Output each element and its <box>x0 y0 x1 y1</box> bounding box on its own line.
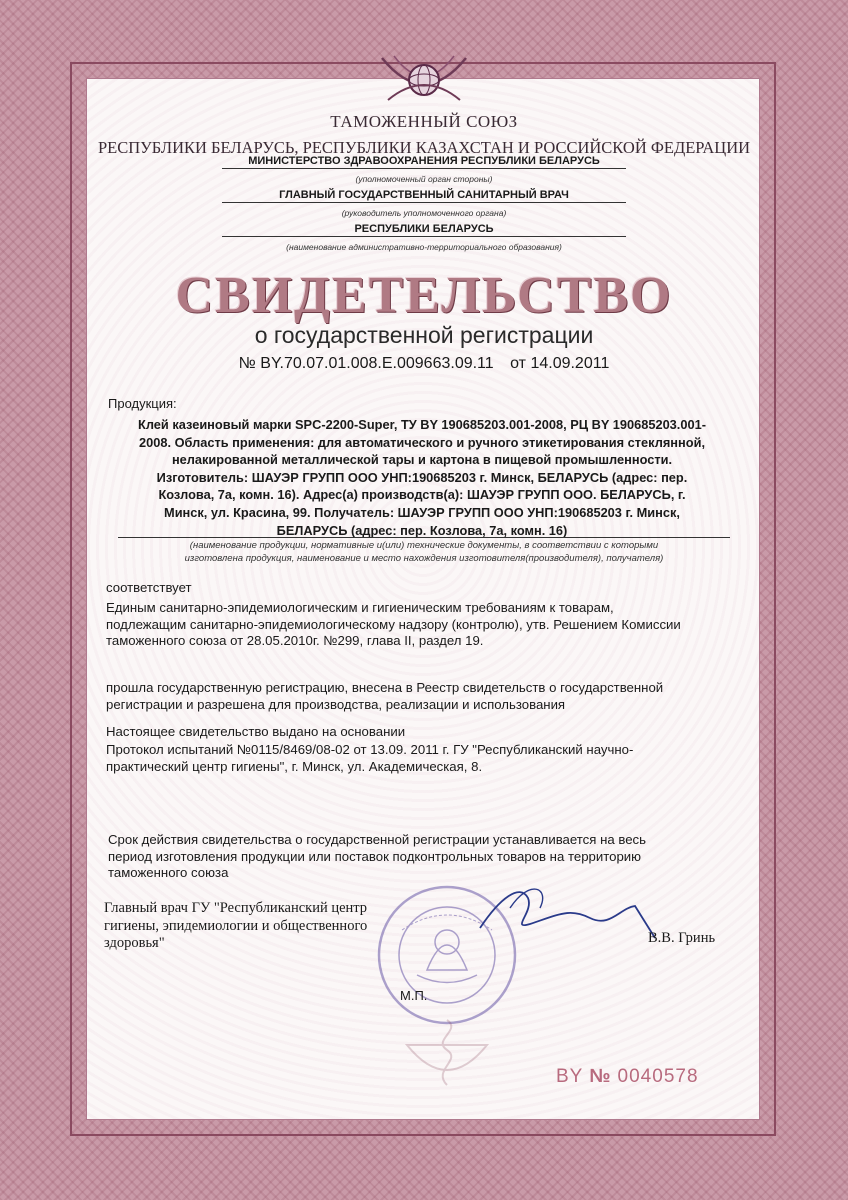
union-members: РЕСПУБЛИКИ БЕЛАРУСЬ, РЕСПУБЛИКИ КАЗАХСТАН И РОССИЙСКОЙ ФЕДЕРАЦИИ <box>97 138 751 157</box>
union-title: ТАМОЖЕННЫЙ СОЮЗ <box>330 112 518 131</box>
certificate-subtitle: о государственной регистрации <box>254 322 594 348</box>
handwritten-signature-icon <box>470 878 660 948</box>
product-caption-line: изготовлена продукция, наименование и место нахождения изготовителя(производителя), получателя) <box>184 552 664 564</box>
basis-line: практический центр гигиены", г. Минск, ул. Академическая, 8. <box>106 758 483 774</box>
signer-position-line: гигиены, эпидемиологии и общественного <box>104 917 368 934</box>
authority-organ: МИНИСТЕРСТВО ЗДРАВООХРАНЕНИЯ РЕСПУБЛИКИ БЕЛАРУСЬ <box>222 155 626 169</box>
product-line: Клей казеиновый марки SPC-2200-Super, ТУ BY 190685203.001-2008, РЦ BY 190685203.001- <box>138 417 706 432</box>
registration-text <box>106 680 736 713</box>
product-line: Минск, ул. Красина, 99. Получатель: ШАУЭР ГРУПП ООО УНП:190685203 г. Минск, <box>164 504 680 520</box>
product-caption-line: (наименование продукции, нормативные и(или) технические документы, в соответствии с которыми <box>189 540 659 551</box>
certificate-title: СВИДЕТЕЛЬСТВО <box>175 267 673 324</box>
certificate-number: № BY.70.07.01.008.E.009663.09.11 <box>238 355 494 372</box>
basis-label: Настоящее свидетельство выдано на основании <box>106 724 406 739</box>
conforms-line: Единым санитарно-эпидемиологическим и гигиеническим требованиям к товарам, <box>106 600 614 615</box>
product-line: Козлова, 7а, комн. 16). Адрес(а) производств(а): ШАУЭР ГРУПП ООО. БЕЛАРУСЬ, г. <box>158 487 686 503</box>
stamp-place-label: М.П. <box>400 988 428 1003</box>
product-line: Изготовитель: ШАУЭР ГРУПП ООО УНП:190685203 г. Минск, БЕЛАРУСЬ (адрес: пер. <box>156 469 688 485</box>
authority-territory-caption: (наименование административно-территориального образования) <box>286 242 562 252</box>
registration-line: прошла государственную регистрацию, внесена в Реестр свидетельств о государственной <box>106 680 664 695</box>
authority-head: ГЛАВНЫЙ ГОСУДАРСТВЕННЫЙ САНИТАРНЫЙ ВРАЧ <box>222 189 626 203</box>
conforms-line: таможенного союза от 28.05.2010г. №299, глава II, раздел 19. <box>106 633 484 649</box>
product-description <box>108 416 736 539</box>
conforms-text <box>106 600 736 650</box>
signer-position-line: здоровья" <box>104 935 165 951</box>
customs-union-emblem-icon <box>374 50 474 112</box>
validity-text <box>108 832 738 882</box>
product-line: БЕЛАРУСЬ (адрес: пер. Козлова, 7а, комн. 16) <box>276 522 568 538</box>
validity-line: период изготовления продукции или поставок подконтрольных товаров на территорию <box>108 848 642 864</box>
product-rule <box>118 537 730 538</box>
conforms-line: подлежащим санитарно-эпидемиологическому надзору (контролю), утв. Решением Комиссии <box>106 616 681 632</box>
signer-name: В.В. Гринь <box>648 930 716 946</box>
conforms-label: соответствует <box>106 580 192 595</box>
signer-position <box>104 900 404 953</box>
authority-head-caption: (руководитель уполномоченного органа) <box>341 208 507 218</box>
product-caption <box>110 540 738 565</box>
basis-line: Протокол испытаний №0115/8469/08-02 от 13.09. 2011 г. ГУ "Республиканский научно- <box>106 742 634 757</box>
product-label: Продукция: <box>108 396 177 411</box>
serial-value: 0040578 <box>617 1066 699 1087</box>
validity-line: таможенного союза <box>108 865 229 881</box>
certificate-date: от 14.09.2011 <box>510 355 610 372</box>
product-line: нелакированной металлической тары и картона в пищевой промышленности. <box>171 452 673 468</box>
certificate-number-line <box>0 355 848 373</box>
serial-no-label: № <box>589 1066 612 1087</box>
hygiene-emblem-icon <box>392 1010 502 1100</box>
registration-line: регистрации и разрешена для производства, реализации и использования <box>106 696 566 712</box>
serial-number <box>556 1066 699 1088</box>
product-line: 2008. Область применения: для автоматического и ручного этикетирования стеклянной, <box>139 434 705 450</box>
validity-line: Срок действия свидетельства о государственной регистрации устанавливается на весь <box>108 832 647 847</box>
serial-prefix: BY <box>556 1066 584 1087</box>
authority-territory: РЕСПУБЛИКИ БЕЛАРУСЬ <box>222 223 626 237</box>
signer-position-line: Главный врач ГУ "Республиканский центр <box>104 900 368 916</box>
authority-organ-caption: (уполномоченный орган стороны) <box>355 174 493 184</box>
basis-text <box>106 742 736 775</box>
